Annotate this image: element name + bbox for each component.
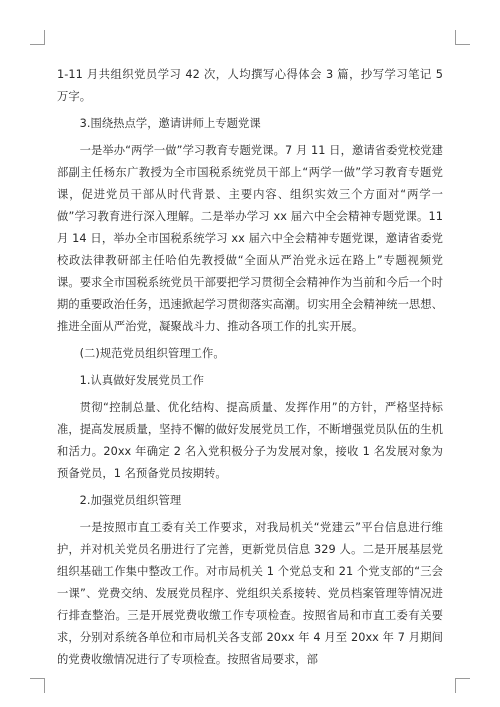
paragraph-develop-members: 贯彻“控制总量、优化结构、提高质量、发挥作用”的方针，严格坚持标准，提高发展质量，坚持不懈的做好发展党员工作，不断增强党员队伍的生机和活力。20xx 年确定 2 名入党积极分子为发展对象，接收 1 名发展对象为预备党员，1 名预备党员按期转。 <box>57 401 443 480</box>
heading-strengthen-management: 2.加强党员组织管理 <box>79 494 182 507</box>
crop-mark-bottom-left <box>30 678 45 693</box>
paragraph-study-summary: 1-11 月共组织党员学习 42 次，人均撰写心得体会 3 篇，抄写学习笔记 5 万字。 <box>57 68 443 103</box>
paragraph-strengthen-management: 一是按照市直工委有关工作要求，对我局机关“党建云”平台信息进行维护，并对机关党员名册进行了完善，更新党员信息 329 人。二是开展基层党组织基础工作集中整改工作。对市局机关 1 个党总支和 21 个党支部的“三会一课”、党费交纳、发展党员程序、党组织关系接转、党员档案管理等情况进行排查整治。三是开展党费收缴工作专项检查。按照省局和市直工委有关要求，分别对系统各单位和市局机关各支部 20xx 年 4 月至 20xx 年 7 月期间的党费收缴情况进行了专项检查。按照省局要求，部 <box>57 521 443 666</box>
heading-organization-management: (二)规范党员组织管理工作。 <box>79 347 225 360</box>
crop-mark-bottom-right <box>455 678 470 693</box>
crop-mark-top-left <box>30 30 45 45</box>
document-body <box>57 64 443 676</box>
crop-mark-top-right <box>455 30 470 45</box>
heading-develop-members: 1.认真做好发展党员工作 <box>79 374 204 387</box>
heading-hot-topic-lectures: 3.围绕热点学，邀请讲师上专题党课 <box>79 117 261 130</box>
paragraph-special-lectures: 一是举办“两学一做”学习教育专题党课。7 月 11 日，邀请省委党校党建部副主任杨东广教授为全市国税系统党员干部上“两学一做”学习教育专题党课，促进党员干部从时代背景、主要内容、组织实效三个方面对“两学一做”学习教育进行深入理解。二是举办学习 xx 届六中全会精神专题党课。11 月 14 日，举办全市国税系统学习 xx 届六中全会精神专题党课，邀请省委党校政法律教研部主任哈伯先教授做“全面从严治党永远在路上”专题视频党课。要求全市国税系统党员干部要把学习贯彻全会精神作为当前和今后一个时期的重要政治任务，迅速掀起学习贯彻落实高潮。切实用全会精神统一思想、推进全面从严治党，凝聚战斗力、推动各项工作的扎实开展。 <box>57 144 443 333</box>
